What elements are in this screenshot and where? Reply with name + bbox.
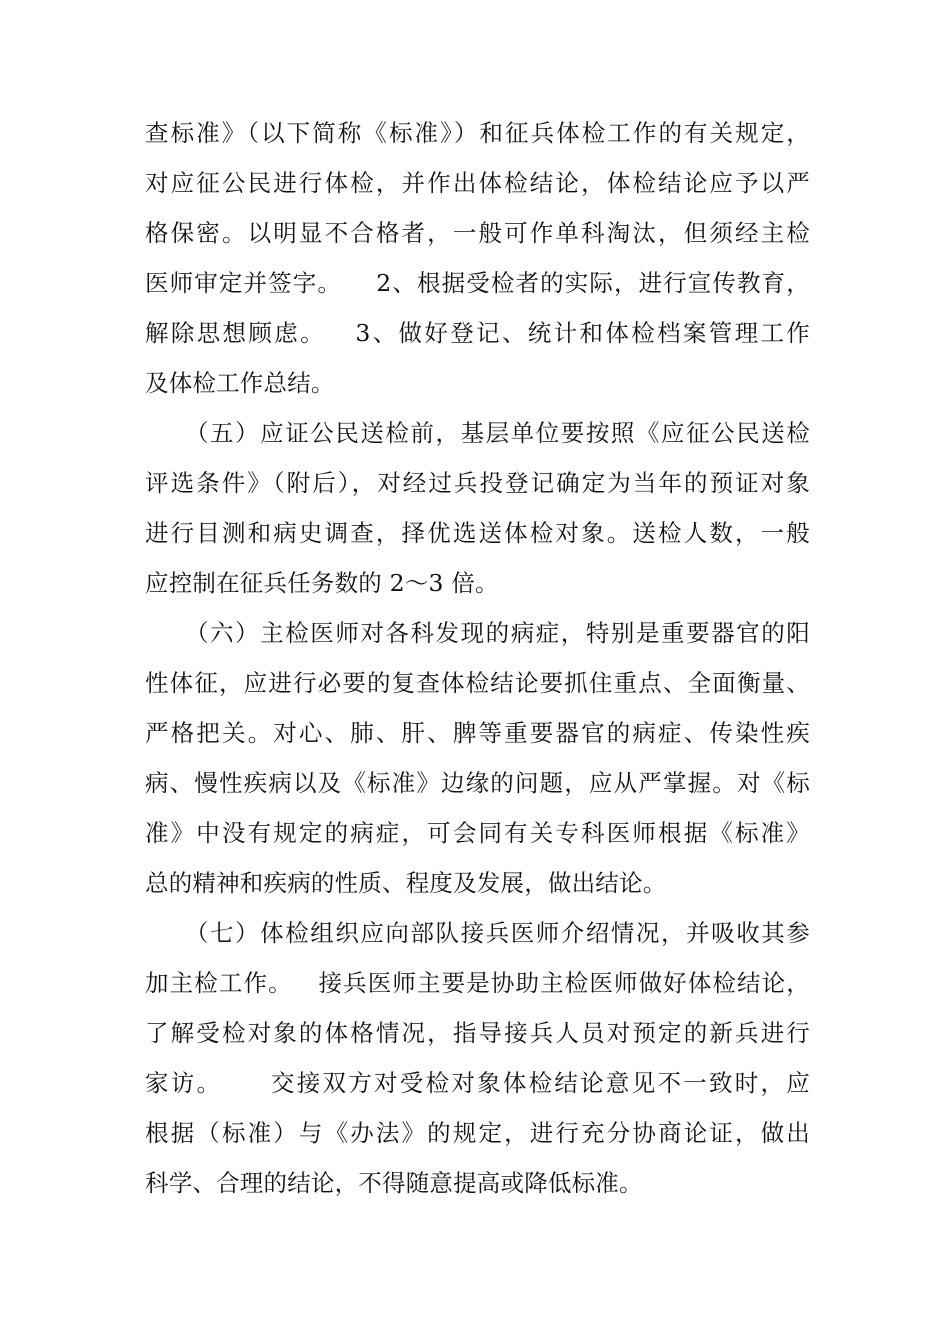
text-line: 进行目测和病史调查，择优选送体检对象。送检人数，一般 <box>145 519 810 547</box>
paragraph-7-first-line: （七）体检组织应向部队接兵医师介绍情况，并吸收其参 <box>185 919 810 947</box>
text-line: 了解受检对象的体格情况，指导接兵人员对预定的新兵进行 <box>145 1019 810 1047</box>
text-line: 对应征公民进行体检，并作出体检结论，体检结论应予以严 <box>145 169 810 197</box>
text-line: 病、慢性疾病以及《标准》边缘的问题，应从严掌握。对《标 <box>145 769 810 797</box>
text-line: 根据（标准）与《办法》的规定，进行充分协商论证，做出 <box>145 1119 810 1147</box>
text-line: 格保密。以明显不合格者，一般可作单科淘汰，但须经主检 <box>145 219 810 247</box>
text-line: 及体检工作总结。 <box>145 369 335 397</box>
text-line: 严格把关。对心、肺、肝、脾等重要器官的病症、传染性疾 <box>145 719 810 747</box>
text-line: 查标准》（以下简称《标准》）和征兵体检工作的有关规定， <box>145 119 810 147</box>
text-line: 评选条件》（附后），对经过兵投登记确定为当年的预证对象 <box>145 469 810 497</box>
text-line: 解除思想顾虑。 3、做好登记、统计和体检档案管理工作 <box>145 319 810 347</box>
text-line: 科学、合理的结论，不得随意提高或降低标准。 <box>145 1169 643 1197</box>
paragraph-6-first-line: （六）主检医师对各科发现的病症，特别是重要器官的阳 <box>185 619 810 647</box>
text-line: 家访。 交接双方对受检对象体检结论意见不一致时，应 <box>145 1069 810 1097</box>
text-line: 准》中没有规定的病症，可会同有关专科医师根据《标准》 <box>145 819 810 847</box>
text-line: 医师审定并签字。 2、根据受检者的实际，进行宣传教育， <box>145 269 810 297</box>
text-line: 性体征，应进行必要的复查体检结论要抓住重点、全面衡量、 <box>145 669 810 697</box>
paragraph-5-first-line: （五）应证公民送检前，基层单位要按照《应征公民送检 <box>185 419 810 447</box>
text-line: 应控制在征兵任务数的 2～3 倍。 <box>145 569 499 597</box>
text-line: 总的精神和疾病的性质、程度及发展，做出结论。 <box>145 869 667 897</box>
text-line: 加主检工作。 接兵医师主要是协助主检医师做好体检结论， <box>145 969 810 997</box>
